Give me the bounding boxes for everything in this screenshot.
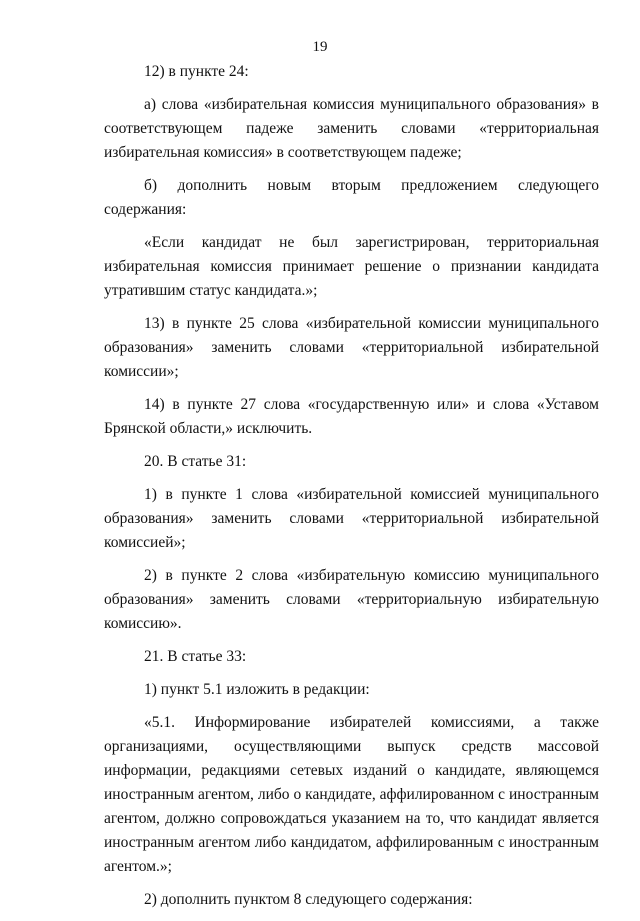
paragraph: 1) пункт 5.1 изложить в редакции: — [144, 681, 370, 698]
document-body — [104, 60, 599, 921]
paragraph: 20. В статье 31: — [144, 453, 247, 470]
paragraph: «Если кандидат не был зарегистрирован, территориальная избирательная комиссия принимает решение о признании кандидата утратившим статус кандидата.»; — [104, 234, 599, 299]
paragraph: 21. В статье 33: — [144, 648, 247, 665]
paragraph: а) слова «избирательная комиссия муниципального образования» в соответствующем падеже заменить словами «территориальная избирательная комиссия» в соответствующем падеже; — [104, 96, 599, 161]
paragraph: 1) в пункте 1 слова «избирательной комиссией муниципального образования» заменить словами «территориальной избирательной комиссией»; — [104, 486, 599, 551]
paragraph: «5.1. Информирование избирателей комиссиями, а также организациями, осуществляющими выпуск средств массовой информации, редакциями сетевых изданий о кандидате, являющемся иностранным агентом, либо о кандидате, аффилированном с иностранным агентом, должно сопровождаться указанием на то, что кандидат является иностранным агентом либо кандидатом, аффилированным с иностранным агентом.»; — [104, 714, 599, 875]
paragraph: 13) в пункте 25 слова «избирательной комиссии муниципального образования» заменить словами «территориальной избирательной комиссии»; — [104, 315, 599, 380]
paragraph: 14) в пункте 27 слова «государственную или» и слова «Уставом Брянской области,» исключить. — [104, 396, 599, 437]
paragraph: 2) в пункте 2 слова «избирательную комиссию муниципального образования» заменить словами «территориальную избирательную комиссию». — [104, 567, 599, 632]
paragraph: 12) в пункте 24: — [144, 63, 249, 80]
page-number: 19 — [312, 39, 328, 55]
paragraph: б) дополнить новым вторым предложением следующего содержания: — [104, 177, 599, 218]
paragraph: 2) дополнить пунктом 8 следующего содержания: — [144, 891, 473, 908]
